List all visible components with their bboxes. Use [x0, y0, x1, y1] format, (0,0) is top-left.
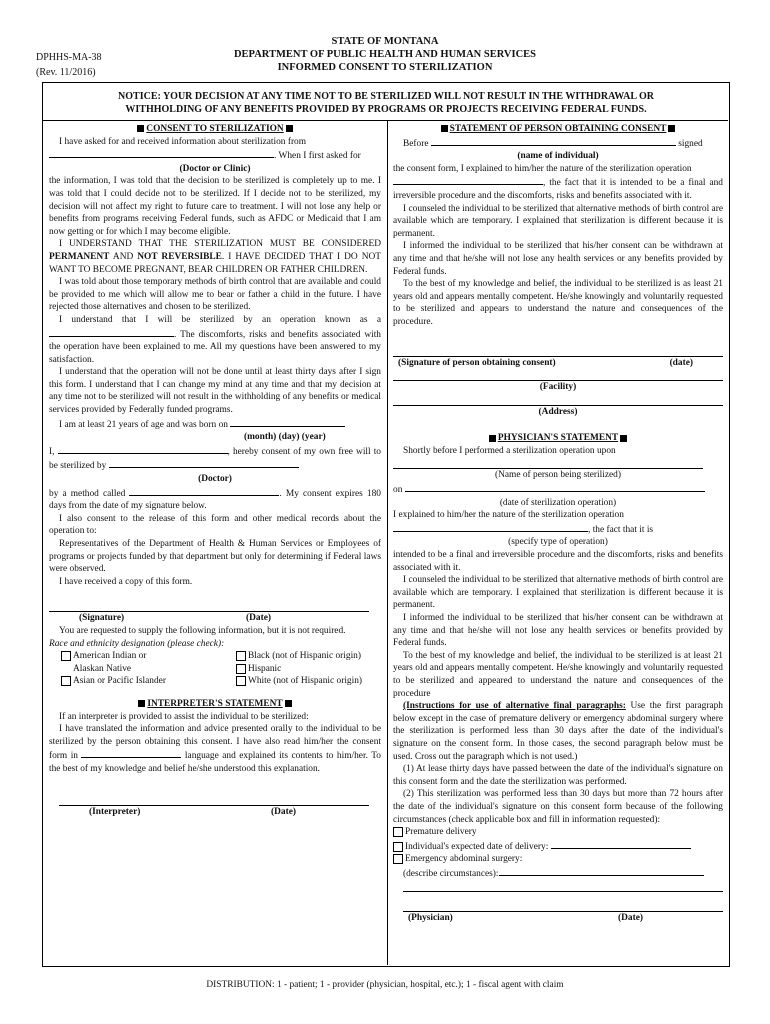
consent-p1c: the information, I was told that the decision to be sterilized is completely up to me. I was told that I could decide not to be sterilized. If I decide not to be sterilized, my decision will not affect my right to future care to treatment. I will not lose any help or benefits from programs receiving Federal funds, such as AFDC or Medicaid that I am now getting or for which I may become eligible. — [49, 176, 381, 237]
physician-p2-line: , the fact that it is — [393, 522, 723, 537]
physician-p3: intended to be a final and irreversible procedure and the discomforts, risks and benefits associated with it. — [393, 550, 723, 573]
obtaining-p2: I counseled the individual to be sterilized that alternative methods of birth control are available which are temporary. I explained that sterilization is different because it is permanent. — [393, 203, 723, 239]
interpreter-signature-labels: (Interpreter) (Date) — [89, 806, 296, 817]
distribution-footer: DISTRIBUTION: 1 - patient; 1 - provider (physician, hospital, etc.); 1 - fiscal agent with claim — [206, 980, 564, 990]
square-bullet-icon — [441, 125, 448, 132]
physician-heading: PHYSICIAN'S STATEMENT — [393, 432, 723, 445]
obtainer-signature-labels: (Signature of person obtaining consent) (date) — [398, 357, 693, 368]
describe-field[interactable] — [499, 866, 704, 876]
race-label: Race and ethnicity designation (please check): — [49, 638, 225, 649]
facility-label: (Facility) — [539, 382, 577, 393]
operation-date-label: (date of sterilization operation) — [499, 497, 617, 508]
square-bullet-icon — [620, 435, 627, 442]
obtaining-p1c: the consent form, I explained to him/her the nature of the sterilization operation — [393, 163, 692, 174]
left-column — [49, 123, 381, 818]
consent-p8: by a method called . My consent expires 180 days from the date of my signature below. — [49, 486, 381, 513]
consent-p6: I am at least 21 years of age and was born on — [49, 417, 381, 432]
form-revision: (Rev. 11/2016) — [36, 67, 96, 78]
physician-signature-labels: (Physician) (Date) — [408, 913, 643, 924]
alternative-paragraph-2: (2) This sterilization was performed less than 30 days but more than 72 hours after the date of the individual's signature on this consent form because of the following circumstances (check applicable box and fill in information requested): — [393, 789, 723, 825]
operation-date-line: on — [393, 482, 723, 497]
dob-label: (month) (day) (year) — [244, 432, 326, 443]
language-field[interactable] — [81, 748, 181, 758]
race-option-white[interactable]: White (not of Hispanic origin) — [236, 675, 386, 688]
obtaining-p3: I informed the individual to be sterilized that his/her consent can be withdrawn at any time and that he/she will not lose any health services or any benefits provided by Federal funds. — [393, 241, 723, 277]
patient-name-field[interactable] — [58, 444, 228, 454]
notice-line-2: WITHHOLDING OF ANY BENEFITS PROVIDED BY PROGRAMS OR PROJECTS RECEIVING FEDERAL FUNDS. — [125, 104, 647, 115]
checkbox-icon — [236, 651, 246, 661]
consent-p7: I, , hereby consent of my own free will to be sterilized by — [49, 444, 381, 473]
checkbox-icon — [236, 664, 246, 674]
race-option-american-indian[interactable]: American Indian or — [61, 650, 236, 663]
square-bullet-icon — [137, 125, 144, 132]
doctor-clinic-label: (Doctor or Clinic) — [179, 163, 251, 174]
race-option-black[interactable]: Black (not of Hispanic origin) — [236, 650, 386, 663]
obtaining-heading: STATEMENT OF PERSON OBTAINING CONSENT — [393, 123, 723, 136]
physician-p5: I informed the individual to be sterilized that his/her consent can be withdrawn at any time and that he/she will not lose any health services or benefits provided by Federal funds. — [393, 613, 723, 649]
operation-type-field[interactable] — [393, 522, 588, 532]
doctor-clinic-field[interactable] — [49, 148, 274, 158]
consent-p2: I UNDERSTAND THAT THE STERILIZATION MUST BE CONSIDERED PERMANENT AND NOT REVERSIBLE. I HAVE DECIDED THAT I DO NOT WANT TO BECOME PREGNANT, BEAR CHILDREN OR FATHER CHILDREN. — [49, 239, 381, 275]
individual-name-label: (name of individual) — [517, 151, 599, 162]
obtaining-p4: To the best of my knowledge and belief, the individual to be sterilized is as least 21 years old and appears mentally competent. He/she knowingly and voluntarily requested to be sterilized and appears to understand the nature and consequences of the procedure. — [393, 279, 723, 327]
obtaining-p1-line: Before signed — [393, 136, 723, 151]
option-premature[interactable]: Premature delivery — [393, 826, 723, 839]
physician-p1: Shortly before I performed a sterilization operation upon — [403, 445, 616, 456]
consent-p9: I also consent to the release of this form and other medical records about the operation to: — [49, 513, 381, 537]
doctor-label: (Doctor) — [198, 474, 232, 485]
operation-nature-field[interactable] — [393, 175, 543, 185]
notice-text — [44, 90, 728, 116]
consent-p1a: I have asked for and received information about sterilization from — [59, 136, 307, 147]
state-name: STATE OF MONTANA — [331, 36, 439, 47]
column-divider — [387, 120, 388, 965]
consent-heading: CONSENT TO STERILIZATION — [49, 123, 381, 136]
interpreter-p1: If an interpreter is provided to assist the individual to be sterilized: — [59, 711, 309, 722]
form-code: DPHHS-MA-38 — [36, 52, 102, 63]
right-column — [393, 123, 723, 925]
obtainer-signature-line[interactable] — [393, 345, 723, 357]
square-bullet-icon — [668, 125, 675, 132]
operation-date-field[interactable] — [405, 482, 705, 492]
address-label: (Address) — [538, 406, 578, 417]
method-field[interactable] — [129, 486, 279, 496]
address-line[interactable] — [393, 394, 723, 406]
square-bullet-icon — [489, 435, 496, 442]
option-emergency[interactable]: Emergency abdominal surgery: — [393, 853, 723, 866]
describe-line: (describe circumstances): — [393, 866, 723, 881]
checkbox-icon — [61, 676, 71, 686]
sterilized-name-line[interactable] — [393, 457, 703, 469]
square-bullet-icon — [285, 700, 292, 707]
consent-p4: I understand that I will be sterilized by an operation known as a . The discomforts, risks and benefits associated with the operation have been explained to me. All my questions have been answered to my satisfaction. — [49, 314, 381, 365]
facility-line[interactable] — [393, 369, 723, 381]
consent-p1-line: . When I first asked for — [49, 148, 381, 163]
physician-signature-line[interactable] — [403, 900, 723, 912]
doctor-name-field[interactable] — [109, 458, 299, 468]
consent-p5: I understand that the operation will not be done until at least thirty days after I sign this form. I understand that I can change my mind at any time and that my decision at any time not to be sterilized will not result in the withholding of any benefits or medical services provided by Federally funded programs. — [49, 367, 381, 416]
consent-p10: Representatives of the Department of Health & Human Services or Employees of programs or projects funded by that department but only for determining if Federal laws were observed. — [49, 539, 381, 575]
consent-p11: I have received a copy of this form. — [59, 576, 193, 587]
physician-p4: I counseled the individual to be sterilized that alternative methods of birth control are available which are temporary. I explained that sterilization is different because it is permanent. — [393, 575, 723, 611]
physician-p2: I explained to him/her the nature of the sterilization operation — [393, 510, 624, 521]
consent-p3: I was told about those temporary methods of birth control that are available and could be provided to me which will allow me to bear or father a child in the future. I have rejected those alternatives and chosen to be sterilized. — [49, 277, 381, 313]
describe-line-2[interactable] — [403, 880, 723, 892]
operation-type-label: (specify type of operation) — [508, 537, 608, 548]
instructions: (Instructions for use of alternative final paragraphs: Use the first paragraph below except in the case of premature delivery or emergency abdominal surgery where the sterilization is performed less than 30 days after the date of the individual's signature on the consent form. In those cases, the second paragraph below must be used. Cross out the paragraph which is not used.) — [393, 701, 723, 762]
signature-labels: (Signature) (Date) — [79, 613, 271, 624]
expected-date-field[interactable] — [551, 839, 691, 849]
checkbox-icon — [236, 676, 246, 686]
checkbox-icon — [393, 854, 403, 864]
operation-name-field[interactable] — [49, 327, 174, 337]
interpreter-signature-line[interactable] — [59, 794, 369, 806]
notice-line-1: NOTICE: YOUR DECISION AT ANY TIME NOT TO BE STERILIZED WILL NOT RESULT IN THE WITHDRAWAL OR — [118, 91, 654, 102]
birth-date-field[interactable] — [230, 417, 345, 427]
race-option-hispanic[interactable]: Hispanic — [236, 663, 386, 676]
signature-line[interactable] — [49, 600, 369, 612]
form-header — [0, 35, 770, 74]
race-option-alaskan-label: Alaskan Native — [73, 663, 132, 674]
checkbox-icon — [61, 651, 71, 661]
race-options — [49, 650, 381, 688]
alternative-paragraph-1: (1) At lease thirty days have passed between the date of the individual's signature on this consent form and the date the sterilization was performed. — [393, 764, 723, 787]
individual-name-field[interactable] — [431, 136, 676, 146]
consent-p12: You are requested to supply the following information, but it is not required. — [59, 625, 346, 636]
form-title: INFORMED CONSENT TO STERILIZATION — [277, 62, 493, 73]
checkbox-icon — [393, 827, 403, 837]
interpreter-heading: INTERPRETER'S STATEMENT — [49, 698, 381, 711]
physician-p6: To the best of my knowledge and belief, the individual to be sterilized is at least 21 years old and appears mentally competent. He/she knowingly and voluntarily requested to be sterilized and appeared to understand the nature and consequences of the procedure — [393, 650, 723, 699]
option-expected-date[interactable]: Individual's expected date of delivery: — [393, 839, 723, 854]
race-option-asian[interactable]: Asian or Pacific Islander — [61, 675, 236, 688]
square-bullet-icon — [286, 125, 293, 132]
square-bullet-icon — [138, 700, 145, 707]
interpreter-p2: I have translated the information and advice presented orally to the individual to be sterilized by the person obtaining this consent. I have also read him/her the consent form in language and explained its contents to him/her. To the best of my knowledge and belief he/she understood this explanation. — [49, 724, 381, 774]
checkbox-icon — [393, 842, 403, 852]
sterilized-name-label: (Name of person being sterilized) — [495, 470, 621, 481]
obtaining-p1d: , the fact that it is intended to be a final and irreversible procedure and the discomforts, risks and benefits associated with it. — [393, 175, 723, 202]
department-name: DEPARTMENT OF PUBLIC HEALTH AND HUMAN SERVICES — [233, 49, 537, 60]
